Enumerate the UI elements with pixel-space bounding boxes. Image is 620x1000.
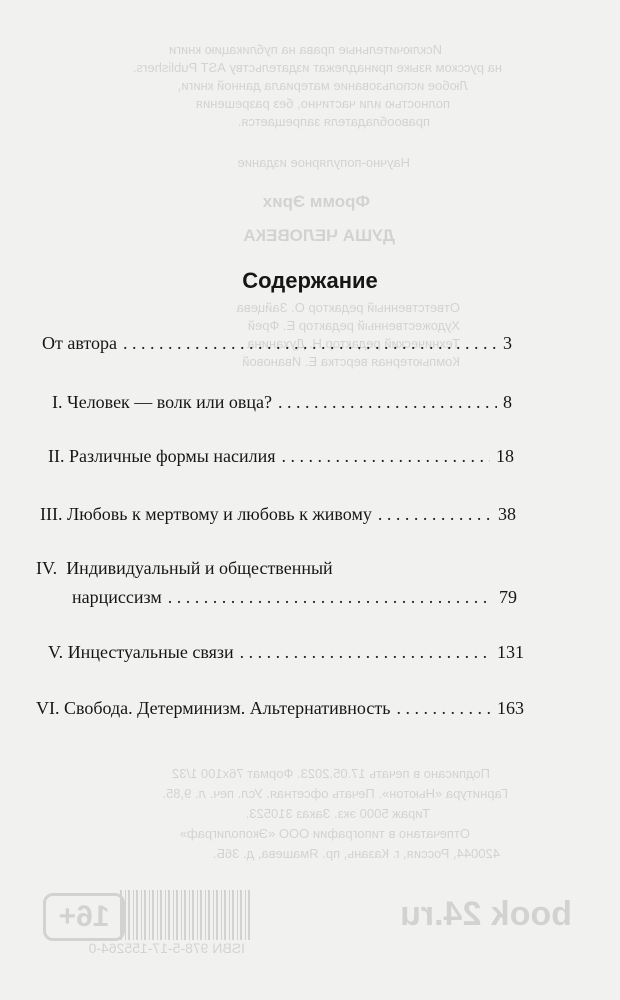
toc-entry[interactable] — [42, 333, 512, 354]
toc-entry-label: Различные формы насилия — [69, 446, 276, 466]
isbn: ISBN 978-5-17-155264-0 — [88, 940, 245, 956]
toc-entry[interactable] — [36, 698, 524, 719]
print-line: Тираж 5000 экз. Заказ 310523. — [245, 806, 430, 821]
toc-entry[interactable] — [48, 446, 514, 467]
credit-line: Художественный редактор Е. Фрей — [247, 318, 460, 333]
toc-entry-label: Человек — волк или овца? — [67, 392, 273, 412]
toc-entry-label: От автора — [42, 333, 118, 353]
toc-leader-dots — [240, 642, 491, 663]
toc-chapter-number: II. — [48, 446, 65, 466]
contents-title: Содержание — [242, 268, 378, 293]
rights-line: полностью или частично, без разрешения — [195, 96, 450, 111]
toc-entry[interactable] — [72, 587, 517, 608]
toc-entry-label-continued: нарциссизм — [72, 587, 162, 607]
toc-leader-dots — [396, 698, 491, 719]
rights-line: Любое использование материала данной книги, — [177, 78, 468, 93]
rights-line: правообладателя запрещается. — [237, 114, 430, 129]
toc-page-number: 79 — [499, 587, 517, 607]
publisher-site: book 24.ru — [400, 895, 572, 933]
toc-entry-first-line[interactable] — [36, 558, 333, 579]
age-rating-badge: 16+ — [43, 893, 125, 941]
toc-leader-dots — [278, 392, 497, 413]
toc-entry-label: Индивидуальный и общественный — [66, 558, 333, 578]
toc-page-number: 131 — [497, 642, 524, 662]
barcode — [120, 890, 250, 940]
print-line: 420044, Россия, г. Казань, пр. Ямашева, д. 36Б. — [212, 846, 500, 861]
credit-line: Ответственный редактор О. Зайцева — [236, 300, 460, 315]
rights-line: на русском языке принадлежат издательству AST Publishers. — [132, 60, 502, 75]
toc-page-number: 38 — [498, 504, 516, 524]
credit-line: Технический редактор Н. Духанина — [247, 336, 460, 351]
edition-type: Научно-популярное издание — [237, 155, 410, 170]
author-name: Фромм Эрих — [262, 192, 370, 211]
toc-entry[interactable] — [40, 504, 516, 525]
book-title: ДУША ЧЕЛОВЕКА — [243, 226, 395, 245]
toc-page-number: 163 — [497, 698, 524, 718]
toc-entry-label: Инцестуальные связи — [67, 642, 234, 662]
credit-line: Компьютерная верстка Е. Ивановой — [242, 354, 460, 369]
toc-leader-dots — [168, 587, 493, 608]
toc-leader-dots — [123, 333, 497, 354]
toc-leader-dots — [282, 446, 490, 467]
toc-chapter-number: I. — [52, 392, 63, 412]
toc-entry[interactable] — [52, 392, 512, 413]
toc-page-number: 3 — [503, 333, 512, 353]
toc-entry-label: Любовь к мертвому и любовь к живому — [66, 504, 372, 524]
toc-leader-dots — [378, 504, 492, 525]
print-line: Подписано в печать 17.05.2023. Формат 76x100 1/32 — [172, 766, 490, 781]
toc-entry[interactable] — [48, 642, 524, 663]
toc-chapter-number: III. — [40, 504, 63, 524]
print-line: Отпечатано в типографии ООО «Экополиграф» — [179, 826, 470, 841]
toc-entry-label: Свобода. Детерминизм. Альтернативность — [64, 698, 391, 718]
toc-page-number: 18 — [496, 446, 514, 466]
rights-line: Исключительные права на публикацию книги — [168, 42, 442, 57]
toc-chapter-number: VI. — [36, 698, 60, 718]
toc-chapter-number: V. — [48, 642, 64, 662]
toc-chapter-number: IV. — [36, 558, 58, 578]
toc-page-number: 8 — [503, 392, 512, 412]
print-line: Гарнитура «Ньютон». Печать офсетная. Усл. печ. л. 9,85. — [162, 786, 508, 801]
